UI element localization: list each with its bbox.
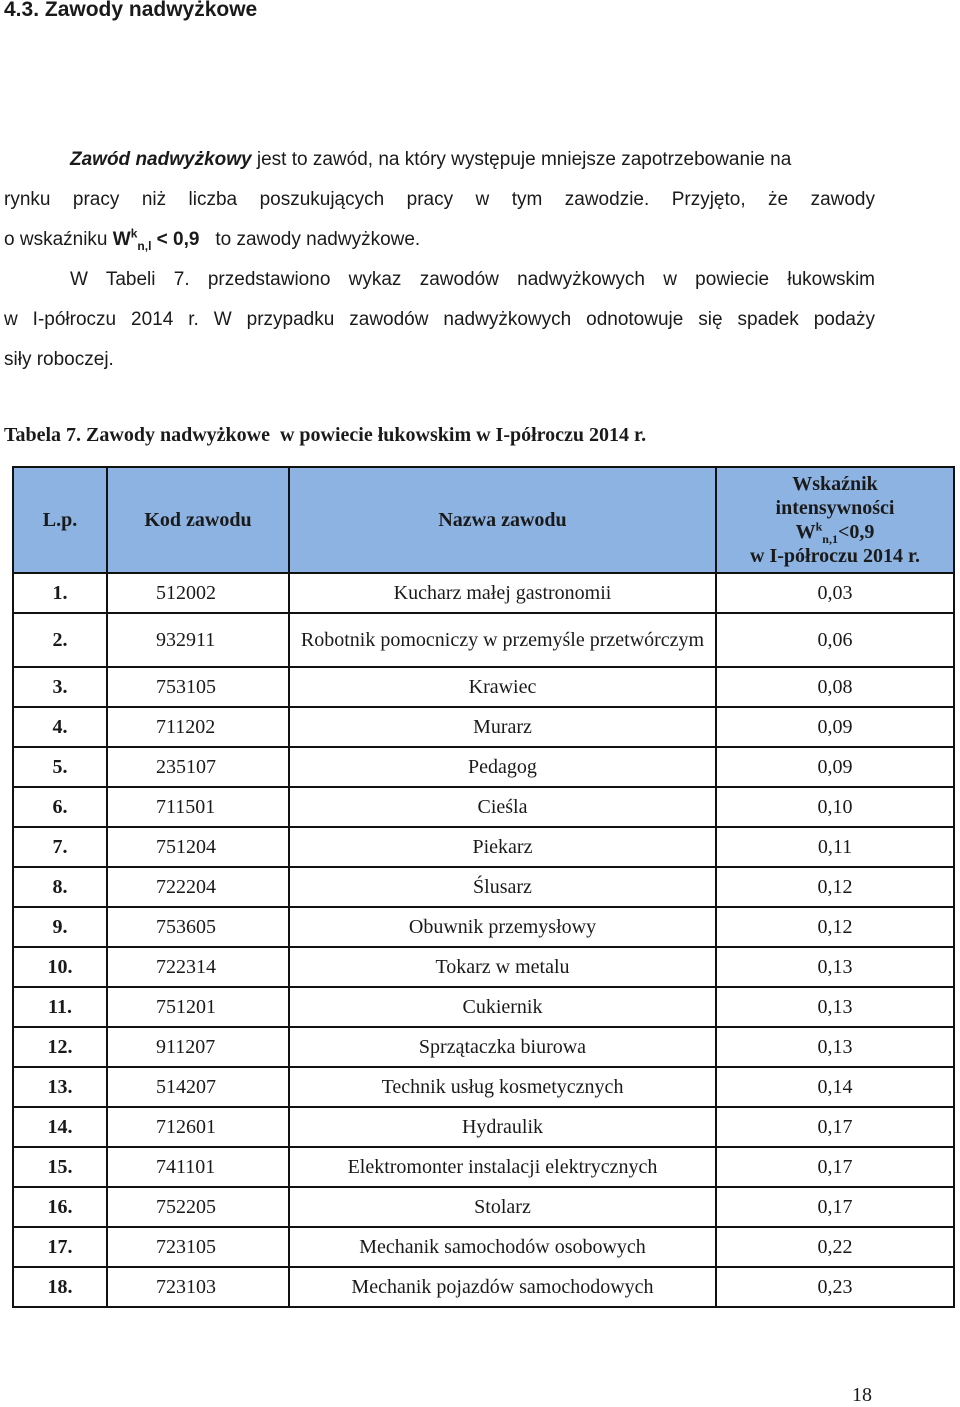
cell-nazwa: Piekarz [289, 827, 716, 867]
cell-nazwa: Ślusarz [289, 867, 716, 907]
cell-kod: 235107 [107, 747, 289, 787]
cell-wskaznik: 0,10 [716, 787, 954, 827]
cell-wskaznik: 0,09 [716, 707, 954, 747]
cell-lp: 3. [13, 667, 107, 707]
table-row [13, 707, 954, 747]
cell-nazwa: Elektromonter instalacji elektrycznych [289, 1147, 716, 1187]
cell-nazwa: Robotnik pomocniczy w przemyśle przetwórczym [289, 613, 716, 667]
cell-lp: 10. [13, 947, 107, 987]
table-row [13, 613, 954, 667]
cell-wskaznik: 0,22 [716, 1227, 954, 1267]
term-definition: Zawód nadwyżkowy [70, 149, 252, 170]
cell-kod: 741101 [107, 1147, 289, 1187]
intro-line-2: rynku pracy niż liczba poszukujących pracy w tym zawodzie. Przyjęto, że zawody [4, 189, 875, 210]
index-symbol: $W^k_{n,l} < 0,9$ [112, 226, 200, 253]
cell-wskaznik: 0,12 [716, 867, 954, 907]
cell-nazwa: Cukiernik [289, 987, 716, 1027]
cell-lp: 6. [13, 787, 107, 827]
cell-kod: 753105 [107, 667, 289, 707]
cell-kod: 751201 [107, 987, 289, 1027]
cell-nazwa: Mechanik pojazdów samochodowych [289, 1267, 716, 1307]
cell-wskaznik: 0,13 [716, 947, 954, 987]
cell-nazwa: Sprzątaczka biurowa [289, 1027, 716, 1067]
intro-line-3 [4, 220, 875, 260]
cell-kod: 932911 [107, 613, 289, 667]
table-row [13, 667, 954, 707]
intro-line-1-rest: jest to zawód, na który występuje mniejsze zapotrzebowanie na [251, 149, 792, 170]
cell-kod: 722204 [107, 867, 289, 907]
cell-lp: 7. [13, 827, 107, 867]
table-row [13, 747, 954, 787]
cell-lp: 11. [13, 987, 107, 1027]
cell-kod: 722314 [107, 947, 289, 987]
cell-nazwa: Murarz [289, 707, 716, 747]
cell-kod: 711202 [107, 707, 289, 747]
table-row [13, 947, 954, 987]
cell-kod: 752205 [107, 1187, 289, 1227]
cell-nazwa: Cieśla [289, 787, 716, 827]
table-row [13, 1067, 954, 1107]
cell-nazwa: Obuwnik przemysłowy [289, 907, 716, 947]
cell-wskaznik: 0,17 [716, 1187, 954, 1227]
intro-line-3-pre: o wskaźniku [4, 229, 113, 250]
cell-wskaznik: 0,14 [716, 1067, 954, 1107]
table-row [13, 1227, 954, 1267]
table-row [13, 867, 954, 907]
table-row [13, 573, 954, 613]
header-lp: L.p. [13, 467, 107, 573]
p2-line-1: W Tabeli 7. przedstawiono wykaz zawodów nadwyżkowych w powiecie łukowskim [70, 269, 875, 290]
cell-lp: 2. [13, 613, 107, 667]
p2-line-2: w I-półroczu 2014 r. W przypadku zawodów nadwyżkowych odnotowuje się spadek podaży [4, 309, 875, 330]
cell-nazwa: Tokarz w metalu [289, 947, 716, 987]
cell-lp: 8. [13, 867, 107, 907]
cell-lp: 13. [13, 1067, 107, 1107]
header-nazwa: Nazwa zawodu [289, 467, 716, 573]
cell-kod: 723103 [107, 1267, 289, 1307]
table-row [13, 1187, 954, 1227]
table-header-row [13, 467, 954, 573]
table-row [13, 1267, 954, 1307]
table-row [13, 827, 954, 867]
table-caption: Tabela 7. Zawody nadwyżkowe w powiecie łukowskim w I-półroczu 2014 r. [4, 424, 647, 446]
section-title: 4.3. Zawody nadwyżkowe [4, 0, 258, 21]
header-wskaznik: Wskaźnik intensywności $W^k_{n,1}<0,9$ w I-półroczu 2014 r. [716, 467, 954, 573]
cell-lp: 17. [13, 1227, 107, 1267]
cell-kod: 911207 [107, 1027, 289, 1067]
cell-nazwa: Hydraulik [289, 1107, 716, 1147]
cell-kod: 712601 [107, 1107, 289, 1147]
cell-nazwa: Krawiec [289, 667, 716, 707]
table-row [13, 787, 954, 827]
intro-paragraph [4, 140, 875, 380]
occupations-table [12, 466, 955, 1308]
cell-lp: 5. [13, 747, 107, 787]
header-kod: Kod zawodu [107, 467, 289, 573]
table-row [13, 907, 954, 947]
intro-line-1 [4, 140, 875, 180]
table-row [13, 1107, 954, 1147]
cell-lp: 9. [13, 907, 107, 947]
cell-kod: 514207 [107, 1067, 289, 1107]
cell-lp: 18. [13, 1267, 107, 1307]
cell-wskaznik: 0,13 [716, 987, 954, 1027]
cell-wskaznik: 0,12 [716, 907, 954, 947]
intro-line-3-post: to zawody nadwyżkowe. [199, 229, 421, 250]
cell-kod: 723105 [107, 1227, 289, 1267]
cell-lp: 4. [13, 707, 107, 747]
cell-wskaznik: 0,17 [716, 1107, 954, 1147]
cell-lp: 1. [13, 573, 107, 613]
cell-nazwa: Technik usług kosmetycznych [289, 1067, 716, 1107]
cell-wskaznik: 0,11 [716, 827, 954, 867]
cell-wskaznik: 0,09 [716, 747, 954, 787]
cell-wskaznik: 0,17 [716, 1147, 954, 1187]
page-number: 18 [852, 1384, 872, 1406]
cell-kod: 711501 [107, 787, 289, 827]
cell-lp: 16. [13, 1187, 107, 1227]
cell-wskaznik: 0,08 [716, 667, 954, 707]
cell-wskaznik: 0,03 [716, 573, 954, 613]
cell-nazwa: Stolarz [289, 1187, 716, 1227]
cell-kod: 751204 [107, 827, 289, 867]
cell-lp: 15. [13, 1147, 107, 1187]
cell-kod: 753605 [107, 907, 289, 947]
cell-wskaznik: 0,06 [716, 613, 954, 667]
cell-lp: 14. [13, 1107, 107, 1147]
cell-wskaznik: 0,13 [716, 1027, 954, 1067]
cell-kod: 512002 [107, 573, 289, 613]
cell-wskaznik: 0,23 [716, 1267, 954, 1307]
table-row [13, 987, 954, 1027]
cell-nazwa: Kucharz małej gastronomii [289, 573, 716, 613]
cell-nazwa: Mechanik samochodów osobowych [289, 1227, 716, 1267]
cell-nazwa: Pedagog [289, 747, 716, 787]
p2-line-3: siły roboczej. [4, 349, 114, 370]
cell-lp: 12. [13, 1027, 107, 1067]
table-row [13, 1147, 954, 1187]
table-row [13, 1027, 954, 1067]
